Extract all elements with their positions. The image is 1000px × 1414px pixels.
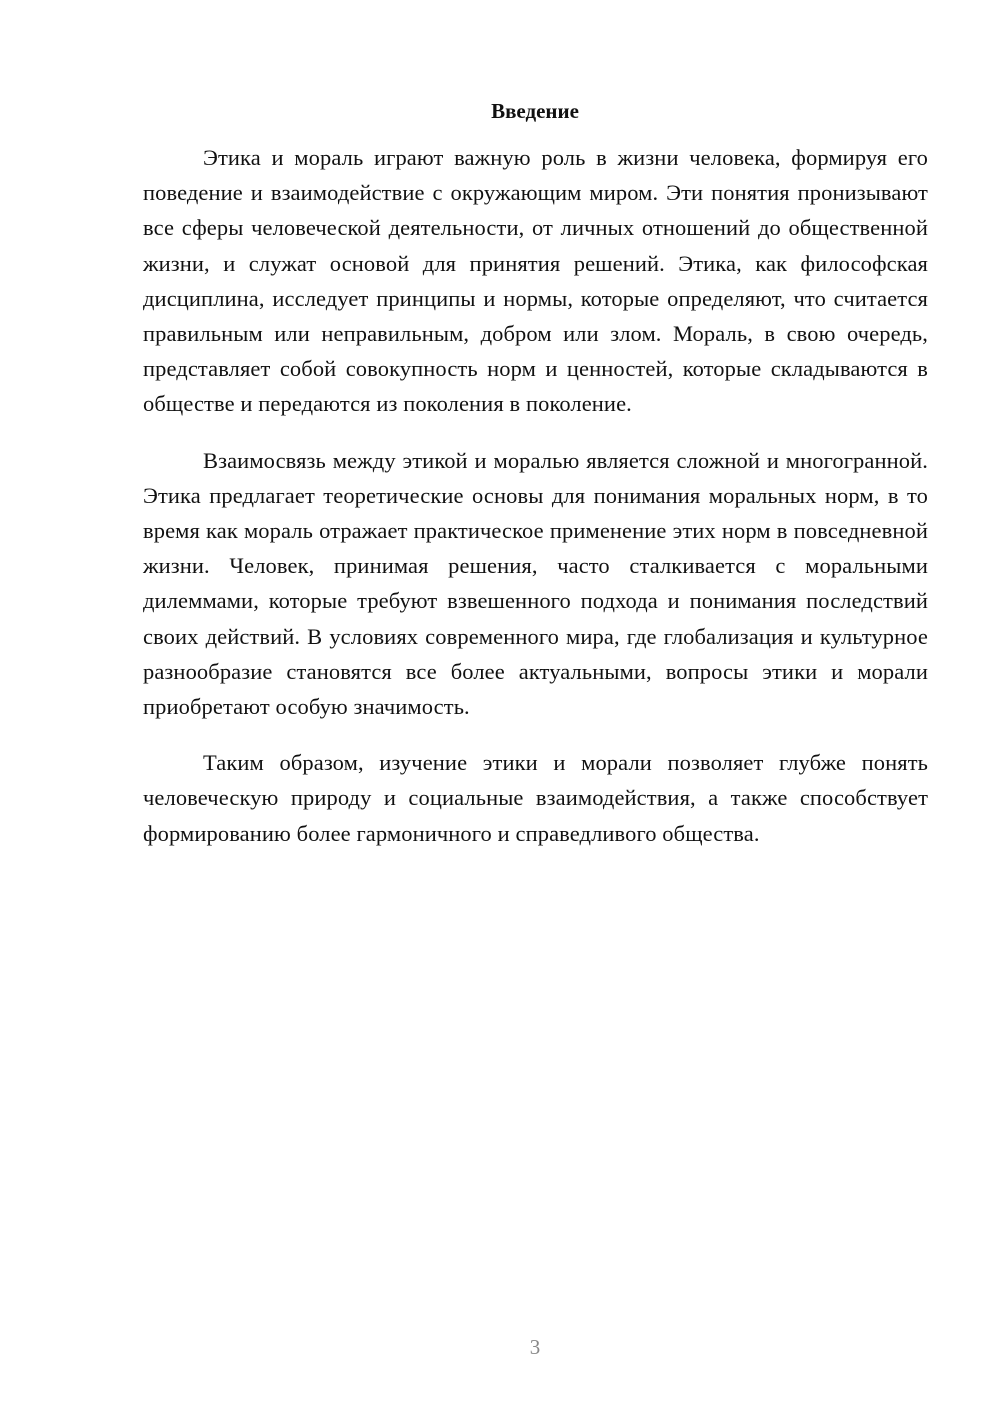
paragraph-1: Этика и мораль играют важную роль в жизни человека, формируя его поведение и взаимодействие с окружающим миром. Эти понятия пронизывают все сферы человеческой деятельности, от личных отношений до общественной жизни, и служат основой для принятия решений. Этика, как философская дисциплина, исследует принципы и нормы, которые определяют, что считается правильным или неправильным, добром или злом. Мораль, в свою очередь, представляет собой совокупность норм и ценностей, которые складываются в обществе и передаются из поколения в поколение. [143, 145, 928, 417]
body-text [143, 140, 928, 872]
section-title: Введение [491, 99, 579, 123]
page-number: 3 [529, 1335, 541, 1359]
paragraph-2: Взаимосвязь между этикой и моралью является сложной и многогранной. Этика предлагает теоретические основы для понимания моральных норм, в то время как мораль отражает практическое применение этих норм в повседневной жизни. Человек, принимая решения, часто сталкивается с моральными дилеммами, которые требуют взвешенного подхода и понимания последствий своих действий. В условиях современного мира, где глобализация и культурное разнообразие становятся все более актуальными, вопросы этики и морали приобретают особую значимость. [143, 447, 928, 720]
paragraph-3: Таким образом, изучение этики и морали позволяет глубже понять человеческую природу и социальные взаимодействия, а также способствует формированию более гармоничного и справедливого общества. [143, 750, 928, 846]
